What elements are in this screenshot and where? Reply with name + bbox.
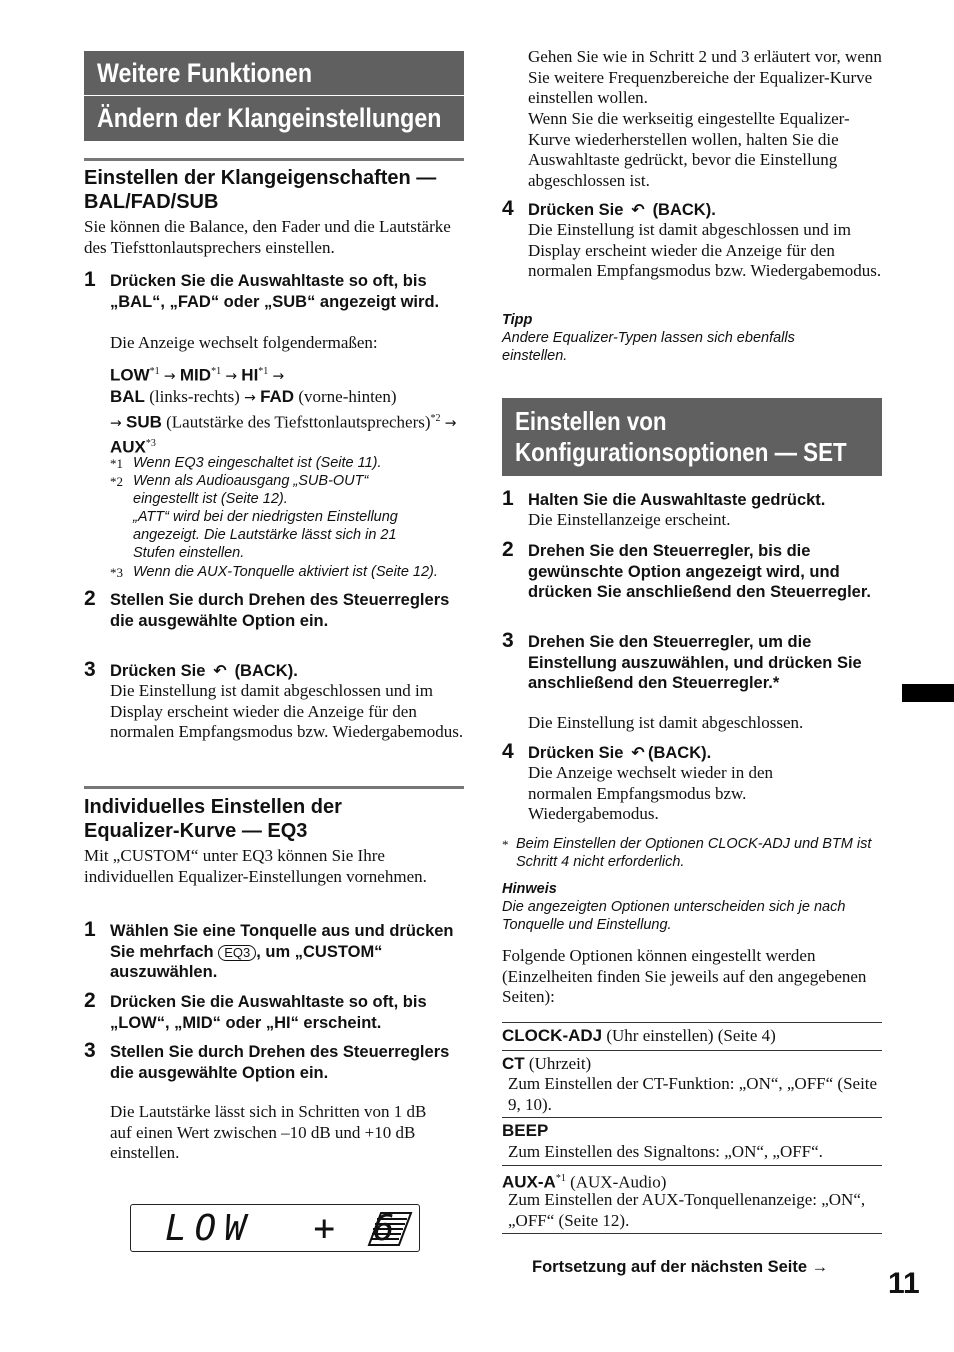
step-title-back: (BACK).	[234, 662, 298, 680]
step-number: 1	[84, 918, 96, 941]
seq-sub: SUB	[125, 412, 162, 432]
section-banner	[84, 51, 464, 141]
bal-intro: Sie können die Balance, den Fader und die Lautstärke des Tiefsttonlautsprechers einstellen.	[84, 217, 451, 257]
option-label: (Uhr einstellen) (Seite 4)	[606, 1026, 776, 1045]
seq-aux: AUX	[110, 437, 146, 457]
step-number: 1	[84, 268, 96, 291]
seq-low: LOW	[110, 365, 150, 385]
arrow-right-icon: →	[225, 368, 238, 385]
step-title-back: (BACK).	[647, 744, 712, 762]
footnote-mark: *1	[258, 366, 269, 377]
tip-text: Andere Equalizer-Typen lassen sich ebenfalls einstellen.	[502, 330, 795, 364]
table-bottom-rule	[502, 1233, 882, 1234]
bal-step2-title: Stellen Sie durch Drehen des Steuerreglers die ausgewählte Option ein.	[110, 591, 450, 630]
eq-step2-title: Drücken Sie die Auswahltaste so oft, bis „LOW“, „MID“ oder „HI“ erscheint.	[110, 993, 427, 1032]
option-desc: Zum Einstellen der AUX-Tonquellenanzeige: „ON“, „OFF“ (Seite 12).	[508, 1190, 866, 1230]
footnote-1: Wenn EQ3 eingeschaltet ist (Seite 11).	[133, 455, 382, 471]
eq-intro: Mit „CUSTOM“ unter EQ3 können Sie Ihre individuellen Equalizer-Einstellungen vornehmen.	[84, 846, 427, 886]
seq-sub-desc: (Lautstärke des Tiefsttonlautsprechers)	[166, 412, 431, 432]
step-title-text: Drücken Sie	[528, 744, 624, 762]
arrow-right-icon: →	[163, 368, 176, 385]
back-icon: ↶	[631, 743, 645, 762]
option-name: AUX-A	[502, 1172, 556, 1192]
option-row-aux-a	[502, 1165, 882, 1233]
set-step1-title: Halten Sie die Auswahltaste gedrückt.	[528, 491, 826, 509]
eq-step3-title: Stellen Sie durch Drehen des Steuerreglers die ausgewählte Option ein.	[110, 1043, 450, 1082]
step-title-text: Wählen Sie eine Tonquelle aus und drücken Sie mehrfach	[110, 922, 454, 961]
bal-step3-text: Die Einstellung ist damit abgeschlossen und im Display erscheint wieder die Anzeige für den normalen Empfangsmodus bzw. Wiedergabemodus.	[110, 681, 464, 741]
footnote-mark: *2	[430, 412, 441, 424]
bal-step3-title	[110, 661, 464, 682]
step-number: 2	[502, 538, 514, 561]
step-title-text: Drücken Sie	[528, 201, 624, 219]
set-step4-title	[528, 743, 882, 764]
option-name: CT	[502, 1054, 525, 1073]
thumb-tab-marker	[902, 684, 954, 702]
section-rule	[84, 158, 464, 161]
option-row-ct	[502, 1050, 882, 1117]
footnote-mark: *1	[149, 366, 160, 377]
footnote-mark: *3	[110, 565, 123, 580]
option-name: CLOCK-ADJ	[502, 1026, 603, 1045]
option-label: (Uhrzeit)	[528, 1054, 592, 1073]
set-step1-text: Die Einstellanzeige erscheint.	[528, 510, 731, 529]
eq-continued-text-2: Wenn Sie die werkseitig eingestellte Equalizer-Kurve wiederherstellen wollen, halten Sie die Auswahltaste gedrückt, bevor die Einstellung abgeschlossen ist.	[528, 109, 850, 190]
step-number: 3	[502, 629, 514, 652]
step-number: 4	[502, 197, 514, 220]
note-text: Die angezeigten Optionen unterscheiden sich je nach Tonquelle und Einstellung.	[502, 899, 846, 933]
option-row-beep	[502, 1117, 882, 1165]
option-title	[502, 1026, 776, 1047]
set-banner-line2: Konfigurationsoptionen — SET	[515, 437, 847, 467]
footnote-2: Wenn als Audioausgang „SUB-OUT“ eingestellt ist (Seite 12).	[133, 473, 369, 507]
eq-step1-title	[110, 921, 464, 983]
bal-step1-title: Drücken Sie die Auswahltaste so oft, bis „BAL“, „FAD“ oder „SUB“ angezeigt wird.	[110, 272, 440, 311]
arrow-right-icon: →	[244, 390, 256, 407]
page-number: 11	[888, 1267, 920, 1300]
option-desc: Zum Einstellen des Signaltons: „ON“, „OFF“.	[508, 1142, 823, 1161]
lcd-text: LOW + 6	[165, 1208, 403, 1249]
eq-step4-title	[528, 200, 882, 221]
arrow-right-icon: →	[272, 368, 285, 385]
eq-continued-text-1: Gehen Sie wie in Schritt 2 und 3 erläutert vor, wenn Sie weitere Frequenzbereiche der Equalizer-Kurve einstellen wollen.	[528, 47, 882, 107]
eq3-button-icon: EQ3	[218, 945, 256, 961]
step-number: 2	[84, 587, 96, 610]
arrow-right-icon: →	[110, 415, 122, 432]
note-label: Hinweis	[502, 881, 557, 897]
seq-mid: MID	[179, 365, 212, 385]
set-banner	[502, 398, 882, 476]
back-icon: ↶	[213, 661, 227, 680]
banner-title: Weitere Funktionen	[97, 58, 313, 88]
option-row-clock-adj	[502, 1022, 882, 1050]
seq-fad-desc: (vorne-hinten)	[298, 387, 397, 407]
step-number: 2	[84, 989, 96, 1012]
seq-bal: BAL	[110, 387, 145, 407]
banner-subtitle: Ändern der Klangeinstellungen	[97, 103, 442, 133]
back-icon: ↶	[631, 200, 645, 219]
equalizer-icon	[367, 1211, 413, 1247]
tip-label: Tipp	[502, 312, 533, 328]
section-rule	[84, 786, 464, 789]
set-banner-line1: Einstellen von	[515, 406, 667, 436]
set-step3-title: Drehen Sie den Steuerregler, um die Einstellung auszuwählen, und drücken Sie anschließend den Steuerregler.*	[528, 633, 862, 692]
footnote-mark: *1	[555, 1173, 566, 1184]
seq-fad: FAD	[260, 387, 295, 407]
lcd-display-illustration	[130, 1204, 420, 1252]
seq-hi: HI	[241, 365, 259, 385]
eq-step3-text: Die Lautstärke lässt sich in Schritten von 1 dB auf einen Wert zwischen –10 dB und +10 dB einstellen.	[110, 1102, 427, 1162]
set-footnote: Beim Einstellen der Optionen CLOCK-ADJ und BTM ist Schritt 4 nicht erforderlich.	[516, 836, 872, 870]
set-step3-text: Die Einstellung ist damit abgeschlossen.	[528, 713, 804, 732]
option-desc: Zum Einstellen der CT-Funktion: „ON“, „OFF“ (Seite 9, 10).	[508, 1074, 878, 1114]
arrow-right-icon: →	[444, 415, 457, 432]
continued-note: Fortsetzung auf der nächsten Seite →	[532, 1258, 829, 1276]
footnote-2-extra: „ATT“ wird bei der niedrigsten Einstellung angezeigt. Die Lautstärke lässt sich in 21 Stufen einstellen.	[133, 509, 398, 561]
step-title-text: , um „CUSTOM“ auszuwählen.	[110, 942, 383, 981]
step-title-text: Drücken Sie	[110, 662, 206, 680]
mode-sequence	[110, 362, 464, 458]
footnote-mark: *3	[145, 437, 156, 449]
eq-heading: Individuelles Einstellen der Equalizer-Kurve — EQ3	[84, 796, 342, 842]
bal-step1-text: Die Anzeige wechselt folgendermaßen:	[110, 333, 378, 352]
options-intro: Folgende Optionen können eingestellt werden (Einzelheiten finden Sie jeweils auf den angegebenen Seiten):	[502, 946, 867, 1006]
footnote-mark: *1	[110, 456, 123, 471]
footnote-mark: *1	[211, 366, 222, 377]
step-title-back: (BACK).	[652, 201, 716, 219]
step-number: 4	[502, 740, 514, 763]
option-title	[502, 1054, 591, 1075]
set-step4-text: Die Anzeige wechselt wieder in den normalen Empfangsmodus bzw. Wiedergabemodus.	[528, 763, 773, 823]
eq-step4-text: Die Einstellung ist damit abgeschlossen und im Display erscheint wieder die Anzeige für den normalen Empfangsmodus bzw. Wiedergabemodus.	[528, 220, 882, 280]
seq-bal-desc: (links-rechts)	[149, 387, 240, 407]
step-number: 3	[84, 1039, 96, 1062]
step-number: 1	[502, 487, 514, 510]
footnote-3: Wenn die AUX-Tonquelle aktiviert ist (Seite 12).	[133, 564, 438, 580]
option-name: BEEP	[502, 1121, 549, 1140]
set-step2-title: Drehen Sie den Steuerregler, bis die gewünschte Option angezeigt wird, und drücken Sie anschließend den Steuerregler.	[528, 542, 871, 601]
bal-heading: Einstellen der Klangeigenschaften — BAL/FAD/SUB	[84, 167, 437, 213]
option-label: (AUX-Audio)	[570, 1172, 667, 1192]
footnote-mark: *	[502, 837, 509, 852]
option-title	[502, 1121, 548, 1142]
footnote-mark: *2	[110, 474, 123, 489]
step-number: 3	[84, 658, 96, 681]
